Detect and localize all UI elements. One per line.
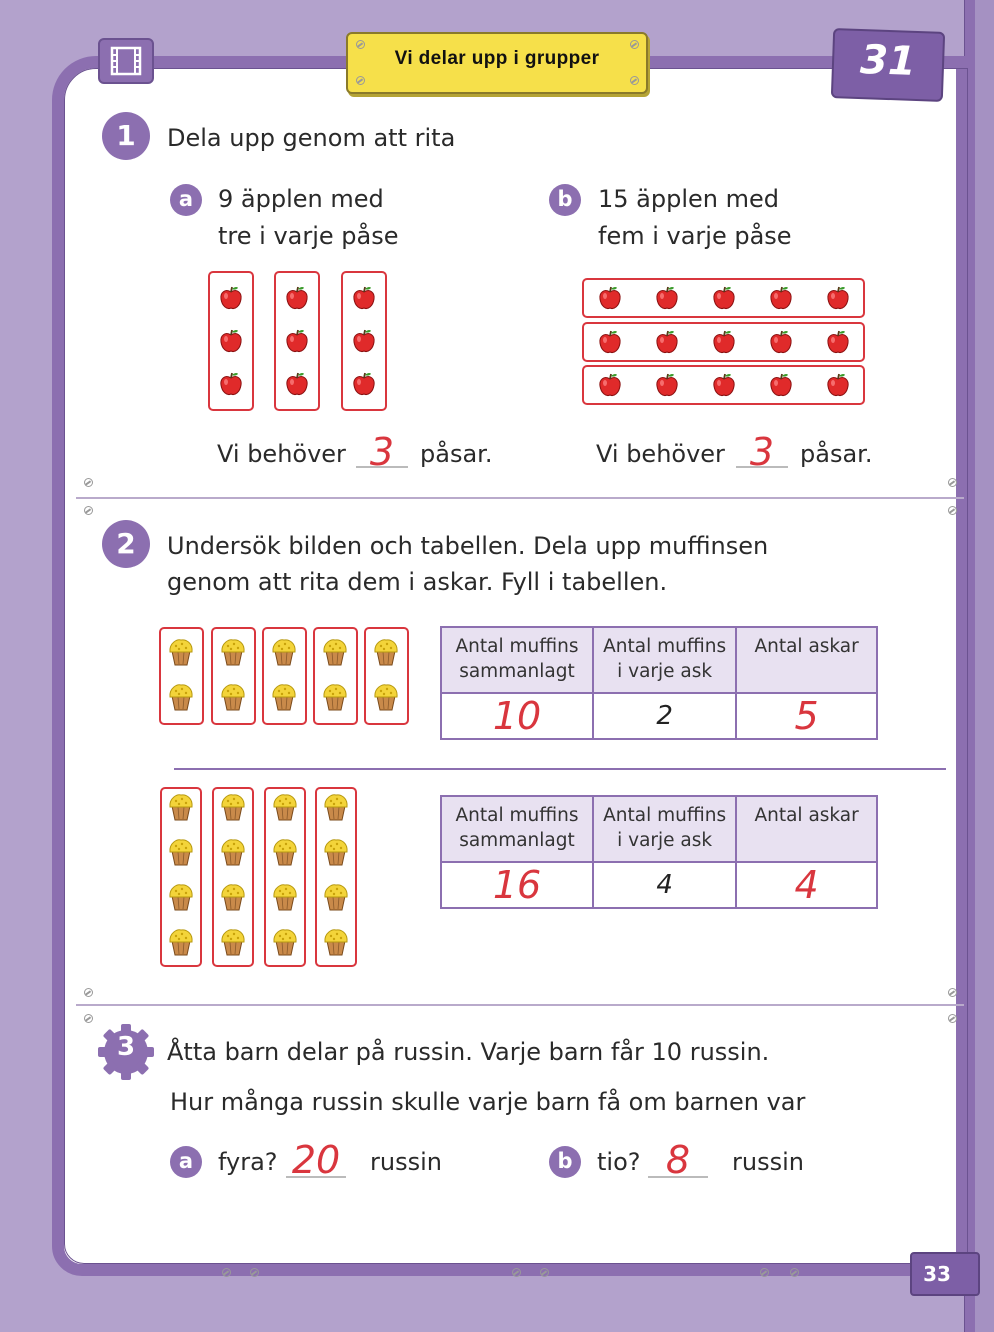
muffin-icon [322,927,350,957]
apple-icon [825,372,851,398]
table-header-per-box: Antal muffins i varje ask [593,627,736,693]
apple-icon [351,285,377,311]
table-cell-total[interactable]: 16 [441,862,593,908]
task-number-1: 1 [102,112,150,160]
screw-icon [790,1268,799,1277]
muffin-icon [167,882,195,912]
task3b-unit: russin [732,1148,804,1176]
table-cell-per-box: 2 [593,693,736,739]
apple-icon [825,285,851,311]
muffin-icon [167,837,195,867]
muffin-icon [271,837,299,867]
film-icon[interactable] [98,38,154,84]
apple-icon [597,372,623,398]
apple-icon [218,285,244,311]
muffin-icon [321,682,349,712]
task3-line1: Åtta barn delar på russin. Varje barn får 10 russin. [167,1038,770,1066]
muffin-icon [322,792,350,822]
apple-icon [711,329,737,355]
subtask-badge-b: b [549,1146,581,1178]
subtask-badge-a: a [170,1146,202,1178]
task3a-label: fyra? [218,1148,278,1176]
apple-icon [284,328,310,354]
screw-icon [222,1268,231,1277]
muffin-icon [372,637,400,667]
muffin-icon [219,837,247,867]
muffin-icon [167,927,195,957]
task1b-answer[interactable]: 3 [749,430,775,474]
page-number: 33 [923,1262,951,1286]
task3-line2: Hur många russin skulle varje barn få om barnen var [170,1088,806,1116]
muffin-icon [270,682,298,712]
muffin-icon [167,637,195,667]
subsection-divider [174,768,946,770]
screw-icon [84,1014,93,1023]
task2-line2: genom att rita dem i askar. Fyll i tabellen. [167,568,668,596]
apple-icon [654,285,680,311]
task1a-answer[interactable]: 3 [369,430,395,474]
lesson-number: 31 [859,37,917,85]
task1b-answer-suffix: påsar. [800,440,873,468]
apple-icon [654,372,680,398]
screw-icon [250,1268,259,1277]
apple-icon [711,285,737,311]
muffin-icon [219,637,247,667]
apple-icon [218,328,244,354]
task1a-answer-prefix: Vi behöver [217,440,346,468]
task-number-3: 3 [116,1032,136,1062]
muffin-icon [271,927,299,957]
subtask-badge-b: b [549,184,581,216]
apple-icon [711,372,737,398]
task1a-line2: tre i varje påse [218,222,399,250]
task1-instruction: Dela upp genom att rita [167,124,456,152]
task3b-label: tio? [597,1148,641,1176]
muffin-table-1 [440,626,878,740]
apple-icon [768,285,794,311]
table-header-boxes: Antal askar [736,627,877,693]
apple-icon [768,372,794,398]
screw-icon [84,478,93,487]
apple-icon [351,328,377,354]
subtask-badge-a: a [170,184,202,216]
section-divider [76,1004,964,1006]
task1b-answer-prefix: Vi behöver [596,440,725,468]
page-title: Vi delar upp i grupper [394,48,600,69]
screw-icon [630,76,639,85]
screw-icon [356,76,365,85]
apple-icon [654,329,680,355]
task2-line1: Undersök bilden och tabellen. Dela upp muffinsen [167,532,769,560]
apple-icon [284,371,310,397]
table-cell-boxes[interactable]: 5 [736,693,877,739]
muffin-icon [219,927,247,957]
table-cell-boxes[interactable]: 4 [736,862,877,908]
muffin-icon [167,792,195,822]
page-edge [974,0,994,1332]
screw-icon [512,1268,521,1277]
apple-icon [597,329,623,355]
task3a-answer[interactable]: 20 [291,1138,341,1182]
screw-icon [540,1268,549,1277]
table-header-total: Antal muffins sammanlagt [441,627,593,693]
task1b-line2: fem i varje påse [598,222,792,250]
apple-icon [351,371,377,397]
muffin-icon [372,682,400,712]
apple-icon [597,285,623,311]
muffin-icon [270,637,298,667]
section-divider [76,497,964,499]
muffin-icon [219,882,247,912]
apple-icon [768,329,794,355]
muffin-icon [167,682,195,712]
screw-icon [948,988,957,997]
apple-icon [825,329,851,355]
apple-icon [218,371,244,397]
task-number-2: 2 [102,520,150,568]
task1a-line1: 9 äpplen med [218,185,384,213]
task1a-answer-suffix: påsar. [420,440,493,468]
muffin-icon [219,792,247,822]
muffin-icon [321,637,349,667]
muffin-icon [271,882,299,912]
task3a-unit: russin [370,1148,442,1176]
table-cell-total[interactable]: 10 [441,693,593,739]
table-header-boxes: Antal askar [736,796,877,862]
screw-icon [84,506,93,515]
screw-icon [948,478,957,487]
screw-icon [760,1268,769,1277]
screw-icon [84,988,93,997]
muffin-icon [322,837,350,867]
task1b-line1: 15 äpplen med [598,185,779,213]
table-header-per-box: Antal muffins i varje ask [593,796,736,862]
muffin-icon [219,682,247,712]
screw-icon [948,506,957,515]
table-header-total: Antal muffins sammanlagt [441,796,593,862]
muffin-icon [271,792,299,822]
screw-icon [948,1014,957,1023]
table-cell-per-box: 4 [593,862,736,908]
task3b-answer[interactable]: 8 [665,1138,691,1182]
apple-icon [284,285,310,311]
muffin-icon [322,882,350,912]
muffin-table-2 [440,795,878,909]
